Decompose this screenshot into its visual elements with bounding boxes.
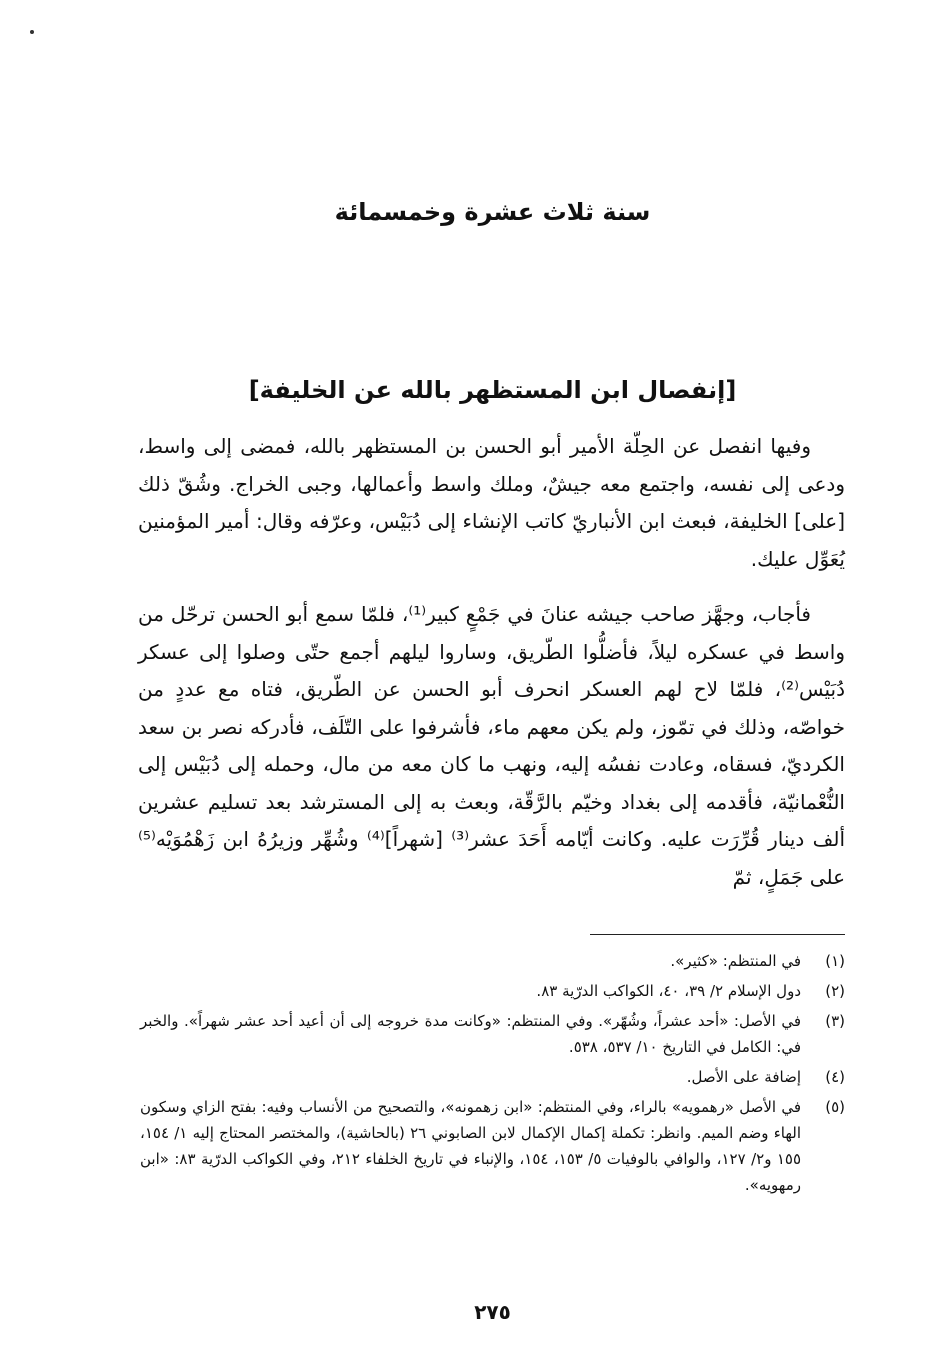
footnote-number: (١): [825, 952, 845, 970]
year-heading: سنة ثلاث عشرة وخمسمائة: [334, 198, 651, 226]
footnote: [140, 1064, 845, 1090]
footnotes: [140, 948, 845, 1202]
footnote: [140, 978, 845, 1004]
footnote-text: دول الإسلام ٢/ ٣٩، ٤٠، الكواكب الدرّية ٨٣.: [536, 982, 801, 1000]
footnote-number: (٥): [825, 1098, 845, 1116]
footnote-text: في الأصل: «أحد عشراً، وشُهّر». وفي المنتظم: «وكانت مدة خروجه إلى أن أعيد أحد عشر شهراً». والخبر في: الكامل في التاريخ ١٠/ ٥٣٧، ٥٣٨.: [140, 1012, 801, 1056]
paragraph: فأجاب، وجهَّز صاحب جيشه عنانَ في جَمْعٍ كبير⁽¹⁾، فلمّا سمع أبو الحسن ترحّل من واسط في عسكره ليلاً، فأضلُّوا الطّريق، وساروا ليلهم أجمع حتّى وصلوا إلى عسكر دُبَيْس⁽²⁾، فلمّا لاح لهم العسكر انحرف أبو الحسن عن الطّريق، فتاه مع عددٍ من خواصّه، وذلك في تمّوز، ولم يكن معهم ماء، فأشرفوا على التّلَف، فأدركه نصر بن سعد الكرديّ، فسقاه، وعادت نفسُه إليه، ونهب ما كان معه من مال، وحمله إلى دُبَيْس إلى النُّعْمانيّة، فأقدمه إلى بغداد وخيّم بالرَّقّة، وبعث به إلى المسترشد بعد تسليم عشرين ألف دينار قُرِّرَت عليه. وكانت أيّامه أَحَدَ عشر⁽³⁾ [شهراً]⁽⁴⁾ وشُهِّر وزيرُهُ ابن زَهْمُوَيْه⁽⁵⁾ على جَمَلٍ، ثمّ: [138, 602, 846, 889]
footnote-number: (٢): [825, 982, 845, 1000]
footnote-text: في المنتظم: «كثير».: [670, 952, 801, 970]
footnote-text: إضافة على الأصل.: [686, 1068, 801, 1086]
footnote: [140, 1008, 845, 1060]
scan-speck: [30, 30, 34, 34]
paragraph: وفيها انفصل عن الحِلّة الأمير أبو الحسن بن المستظهر بالله، فمضى إلى واسط، ودعى إلى نفسه، واجتمع معه جيشٌ، وملك واسط وأعمالها، وجبى الخراج. وشُقّ ذلك [على] الخليفة، فبعث ابن الأنباريّ كاتب الإنشاء إلى دُبَيْس، وعرّفه وقال: أمير المؤمنين يُعَوِّل عليك.: [138, 434, 845, 571]
section-heading: [إنفصال ابن المستظهر بالله عن الخليفة]: [248, 376, 737, 404]
footnote-divider: [590, 934, 845, 935]
footnote-text: في الأصل «رهمويه» بالراء، وفي المنتظم: «ابن زهمونه»، والتصحيح من الأنساب وفيه: بفتح الزاي وسكون الهاء وضم الميم. وانظر: تكملة إكمال الإكمال لابن الصابوني ٢٦ (بالحاشية)، والمختصر المحتاج إليه ١/ ١٥٤، ١٥٥ و٢/ ١٢٧، والوافي بالوفيات ٥/ ١٥٣، ١٥٤، والإنباء في تاريخ الخلفاء ٢١٢، وفي الكواكب الدرّية ٨٣: «ابن رمهويه».: [140, 1098, 802, 1194]
footnote-number: (٣): [825, 1012, 845, 1030]
footnote: [140, 948, 845, 974]
footnote-number: (٤): [825, 1068, 845, 1086]
main-text: [138, 428, 845, 896]
page-number: ٢٧٥: [474, 1300, 511, 1324]
footnote: [140, 1094, 845, 1198]
